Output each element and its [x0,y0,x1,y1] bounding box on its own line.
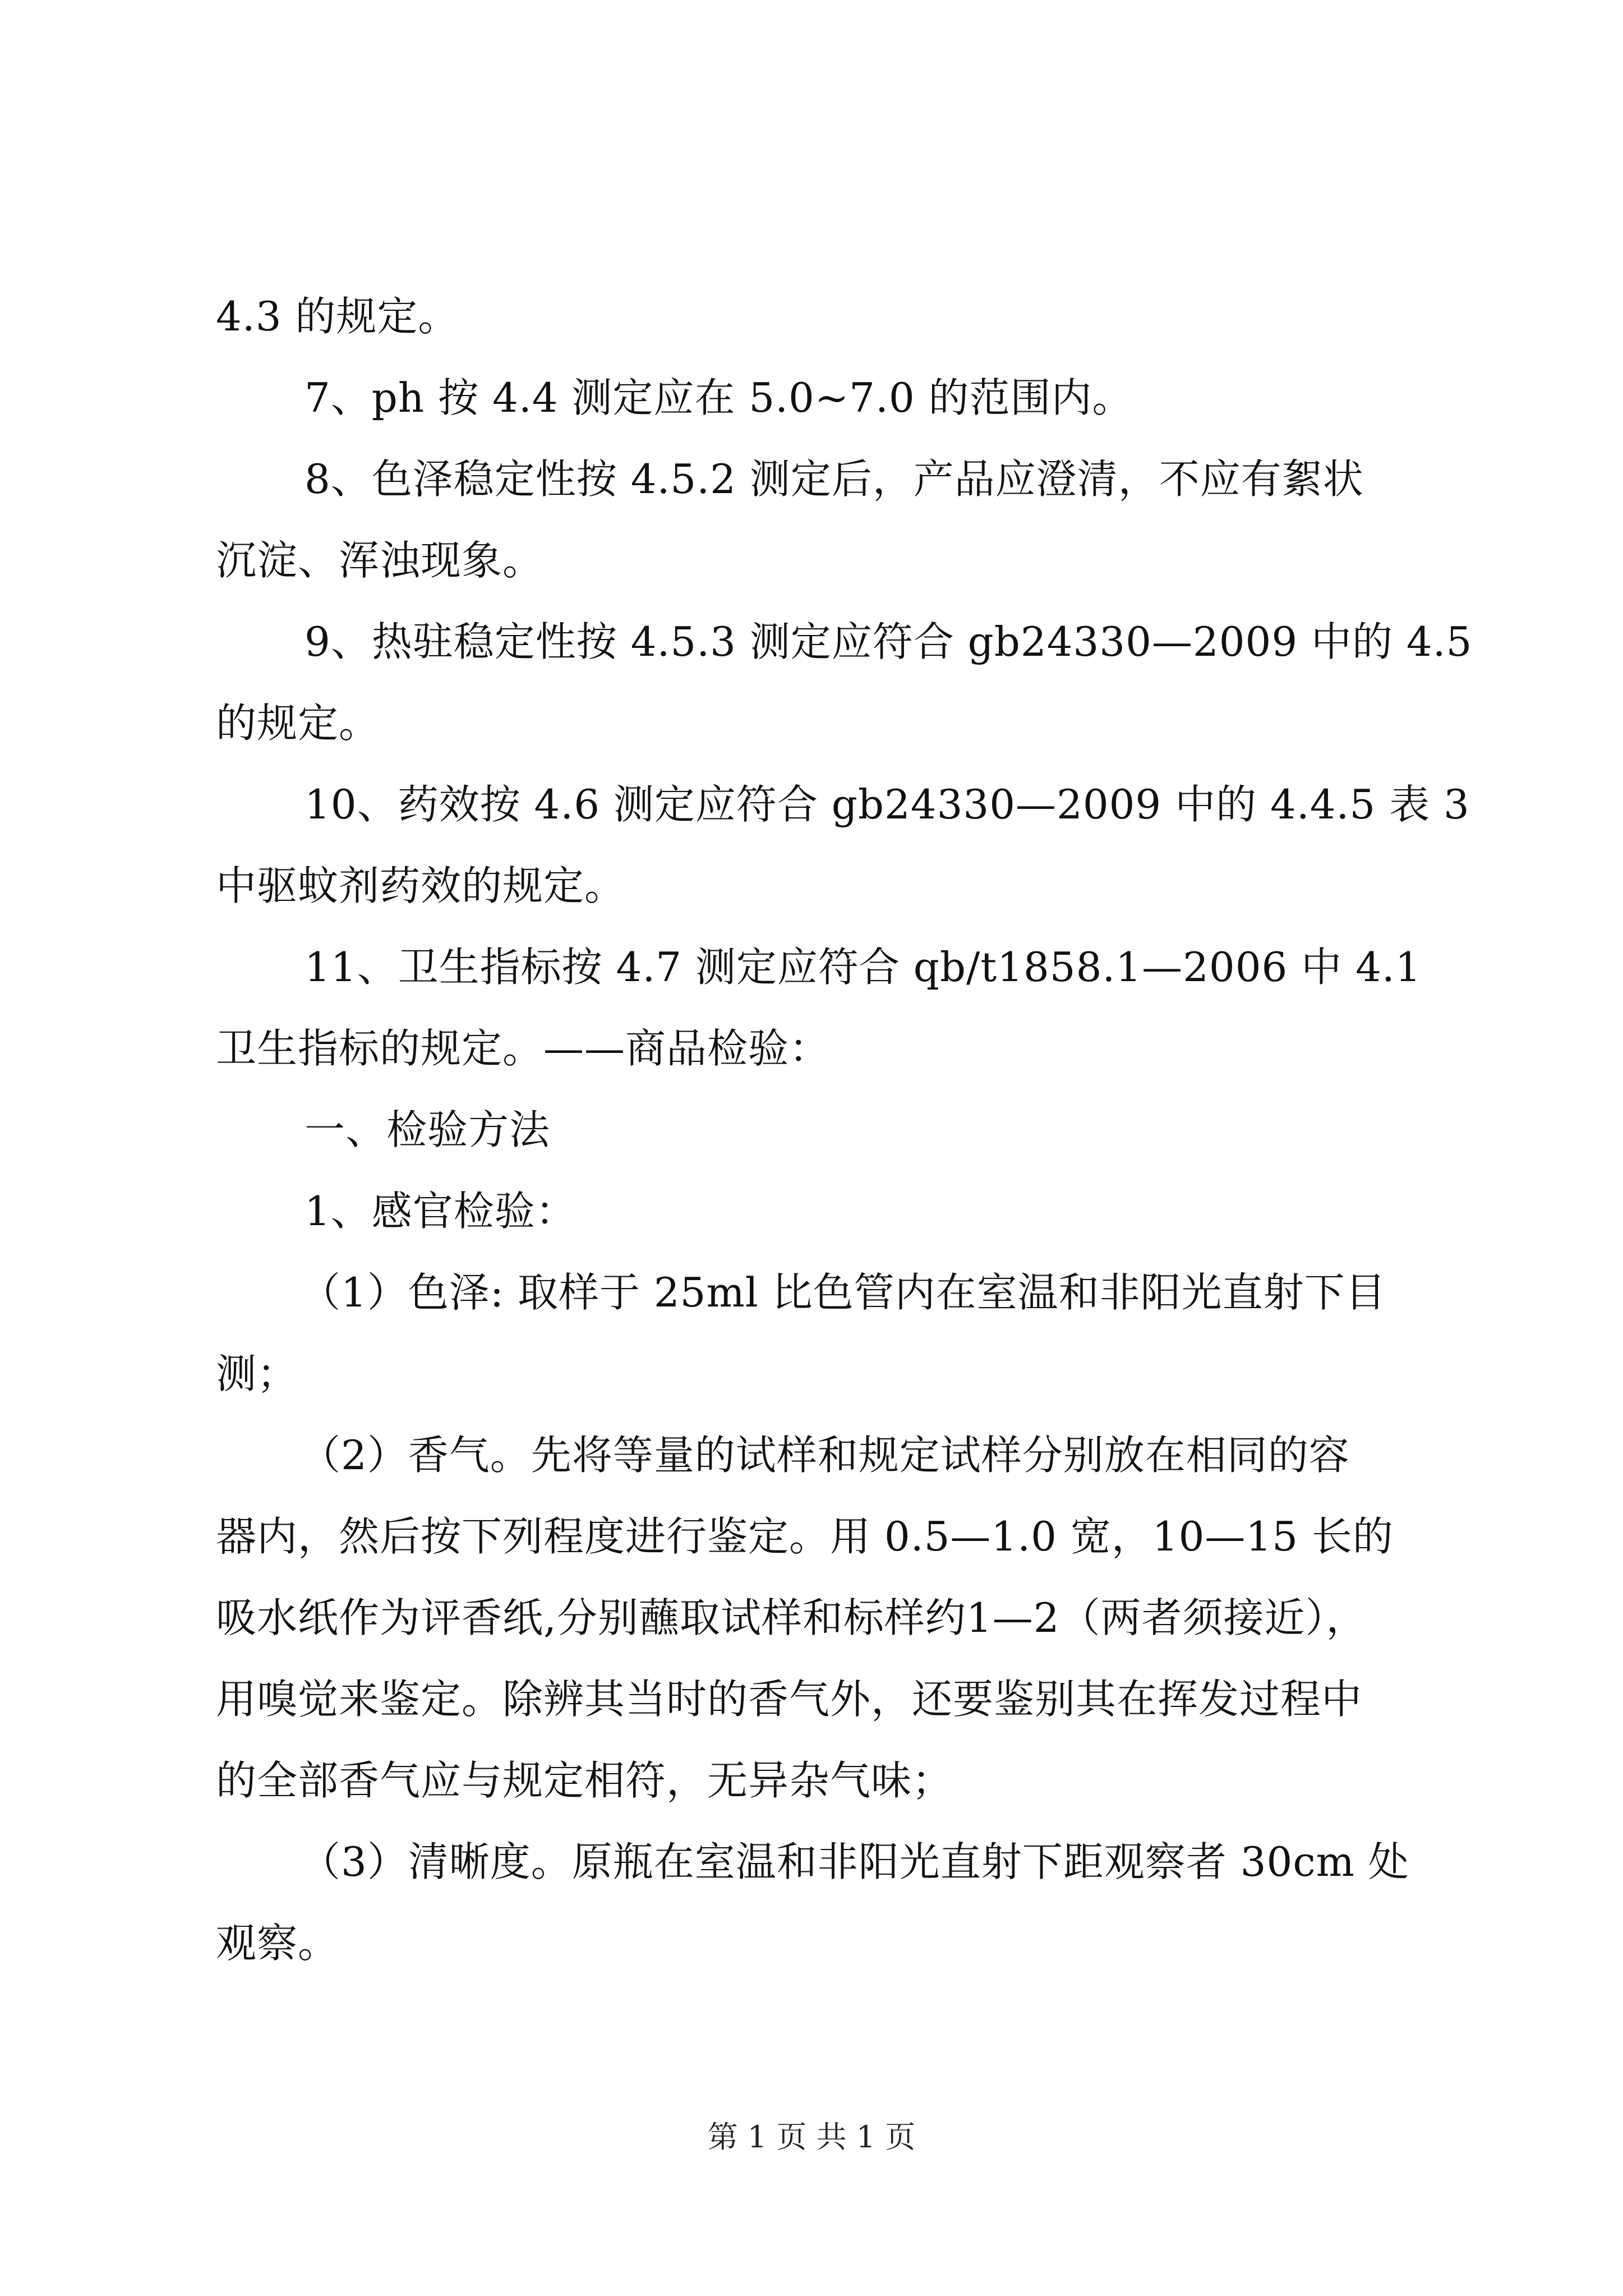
text-line: 8、色泽稳定性按 4.5.2 测定后，产品应澄清，不应有絮状 [305,455,1364,503]
text-line: 卫生指标的规定。——商品检验： [216,1025,831,1072]
text-line: 的全部香气应与规定相符，无异杂气味； [216,1757,953,1804]
subsection-heading: 1、感官检验： [305,1188,577,1235]
text-line: （3）清晰度。原瓶在室温和非阳光直射下距观察者 30cm 处 [300,1838,1409,1885]
text-line: 7、ph 按 4.4 测定应在 5.0~7.0 的范围内。 [305,374,1133,421]
text-line: 9、热驻稳定性按 4.5.3 测定应符合 gb24330—2009 中的 4.5 [305,618,1473,665]
text-line: 器内，然后按下列程度进行鉴定。用 0.5—1.0 宽，10—15 长的 [216,1513,1394,1560]
document-body [216,276,1473,1984]
text-line: 11、卫生指标按 4.7 测定应符合 qb/t1858.1—2006 中 4.1 [305,944,1422,991]
page-footer: 第 1 页 共 1 页 [707,2119,916,2155]
text-line: 的规定。 [216,700,380,747]
text-line: 用嗅觉来鉴定。除辨其当时的香气外，还要鉴别其在挥发过程中 [216,1676,1363,1723]
text-line: 中驱蚊剂药效的规定。 [216,862,626,909]
text-line: 测； [216,1350,298,1397]
text-line: 4.3 的规定。 [216,293,459,340]
text-line: 观察。 [216,1920,339,1967]
text-line: 沉淀、浑浊现象。 [216,537,544,584]
section-heading: 一、检验方法 [305,1106,551,1153]
text-line: 10、药效按 4.6 测定应符合 gb24330—2009 中的 4.4.5 表 3 [305,781,1470,828]
text-line: （1）色泽: 取样于 25ml 比色管内在室温和非阳光直射下目 [300,1269,1386,1316]
text-line: （2）香气。先将等量的试样和规定试样分别放在相同的容 [300,1432,1350,1479]
text-line: 吸水纸作为评香纸,分别蘸取试样和标样约1—2（两者须接近）， [216,1594,1367,1641]
